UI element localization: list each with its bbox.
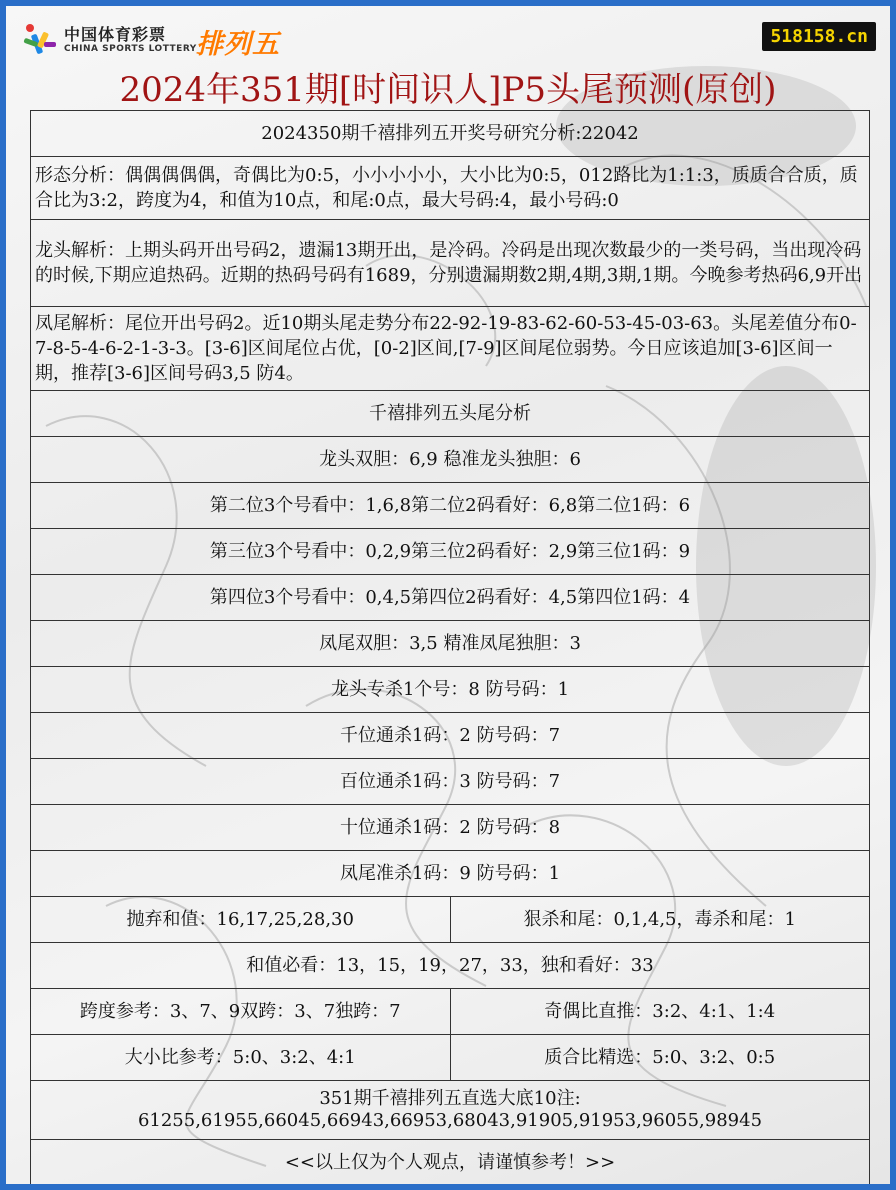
span-reference: 跨度参考：3、7、9双跨：3、7独跨：7 (31, 989, 451, 1035)
big-small-ratio: 大小比参考：5:0、3:2、4:1 (31, 1035, 451, 1081)
table-row (31, 437, 870, 483)
table-row (31, 157, 870, 220)
table-row (31, 1140, 870, 1186)
table-row (31, 713, 870, 759)
site-badge[interactable]: 518158.cn (762, 22, 876, 51)
odd-even-ratio: 奇偶比直推：3:2、4:1、1:4 (450, 989, 870, 1035)
table-row (31, 111, 870, 157)
tail-kill: 凤尾准杀1码：9 防号码：1 (31, 851, 870, 897)
direct-selection-list: 61255,61955,66045,66943,66953,68043,91905,91953,96055,98945 (137, 1110, 763, 1131)
second-position-picks: 第二位3个号看中：1,6,8第二位2码看好：6,8第二位1码：6 (31, 483, 870, 529)
sum-values-picks: 和值必看：13，15，19，27，33，独和看好：33 (31, 943, 870, 989)
table-row (31, 391, 870, 437)
third-position-picks: 第三位3个号看中：0,2,9第三位2码看好：2,9第三位1码：9 (31, 529, 870, 575)
table-row (31, 897, 870, 943)
kill-sum-tails: 狠杀和尾：0,1,4,5，毒杀和尾：1 (450, 897, 870, 943)
table-row (31, 851, 870, 897)
table-row (31, 483, 870, 529)
fourth-position-picks: 第四位3个号看中：0,4,5第四位2码看好：4,5第四位1码：4 (31, 575, 870, 621)
logo-brand-text: 排列五 (196, 29, 280, 60)
prime-composite-ratio: 质合比精选：5:0、3:2、0:5 (450, 1035, 870, 1081)
lottery-logo-icon (20, 20, 60, 60)
head-picks: 龙头双胆：6,9 稳准龙头独胆：6 (31, 437, 870, 483)
analysis-heading: 2024350期千禧排列五开奖号研究分析:22042 (31, 111, 870, 157)
page-title: 2024年351期[时间识人]P5头尾预测(原创) (119, 70, 777, 110)
section-heading: 千禧排列五头尾分析 (31, 391, 870, 437)
table-row (31, 575, 870, 621)
table-row (31, 943, 870, 989)
table-row (31, 667, 870, 713)
head-kill: 龙头专杀1个号：8 防号码：1 (31, 667, 870, 713)
tens-kill: 十位通杀1码：2 防号码：8 (31, 805, 870, 851)
hundreds-kill: 百位通杀1码：3 防号码：7 (31, 759, 870, 805)
table-row (31, 759, 870, 805)
tail-picks: 凤尾双胆：3,5 精准凤尾独胆：3 (31, 621, 870, 667)
table-row (31, 1035, 870, 1081)
table-row (31, 307, 870, 391)
discard-sum-values: 抛弃和值：16,17,25,28,30 (31, 897, 451, 943)
table-row (31, 621, 870, 667)
prediction-table (30, 110, 870, 1186)
logo-english-text: CHINA SPORTS LOTTERY (64, 44, 197, 54)
form-analysis: 形态分析：偶偶偶偶偶，奇偶比为0:5，小小小小小，大小比为0:5，012路比为1:1:3，质质合合质，质合比为3:2，跨度为4，和值为10点，和尾:0点，最大号码:4，最小号码:0 (31, 157, 870, 220)
direct-selection-heading: 351期千禧排列五直选大底10注: (319, 1088, 581, 1109)
table-row (31, 1081, 870, 1140)
head-analysis: 龙头解析：上期头码开出号码2，遗漏13期开出，是冷码。冷码是出现次数最少的一类号码，当出现冷码的时候,下期应追热码。近期的热码号码有1689，分别遗漏期数2期,4期,3期,1期。今晚参考热码6,9开出 (31, 220, 870, 307)
logo-chinese-text: 中国体育彩票 (64, 25, 167, 44)
disclaimer: <<以上仅为个人观点，请谨慎参考！>> (31, 1140, 870, 1186)
table-row (31, 529, 870, 575)
lottery-logo (20, 20, 290, 62)
table-row (31, 220, 870, 307)
thousands-kill: 千位通杀1码：2 防号码：7 (31, 713, 870, 759)
table-row (31, 805, 870, 851)
direct-selection-numbers (31, 1081, 870, 1140)
tail-analysis: 凤尾解析：尾位开出号码2。近10期头尾走势分布22-92-19-83-62-60-53-45-03-63。头尾差值分布0-7-8-5-4-6-2-1-3-3。[3-6]区间尾位占优，[0-2]区间,[7-9]区间尾位弱势。今日应该追加[3-6]区间一期，推荐[3-6]区间号码3,5 防4。 (31, 307, 870, 391)
table-row (31, 989, 870, 1035)
